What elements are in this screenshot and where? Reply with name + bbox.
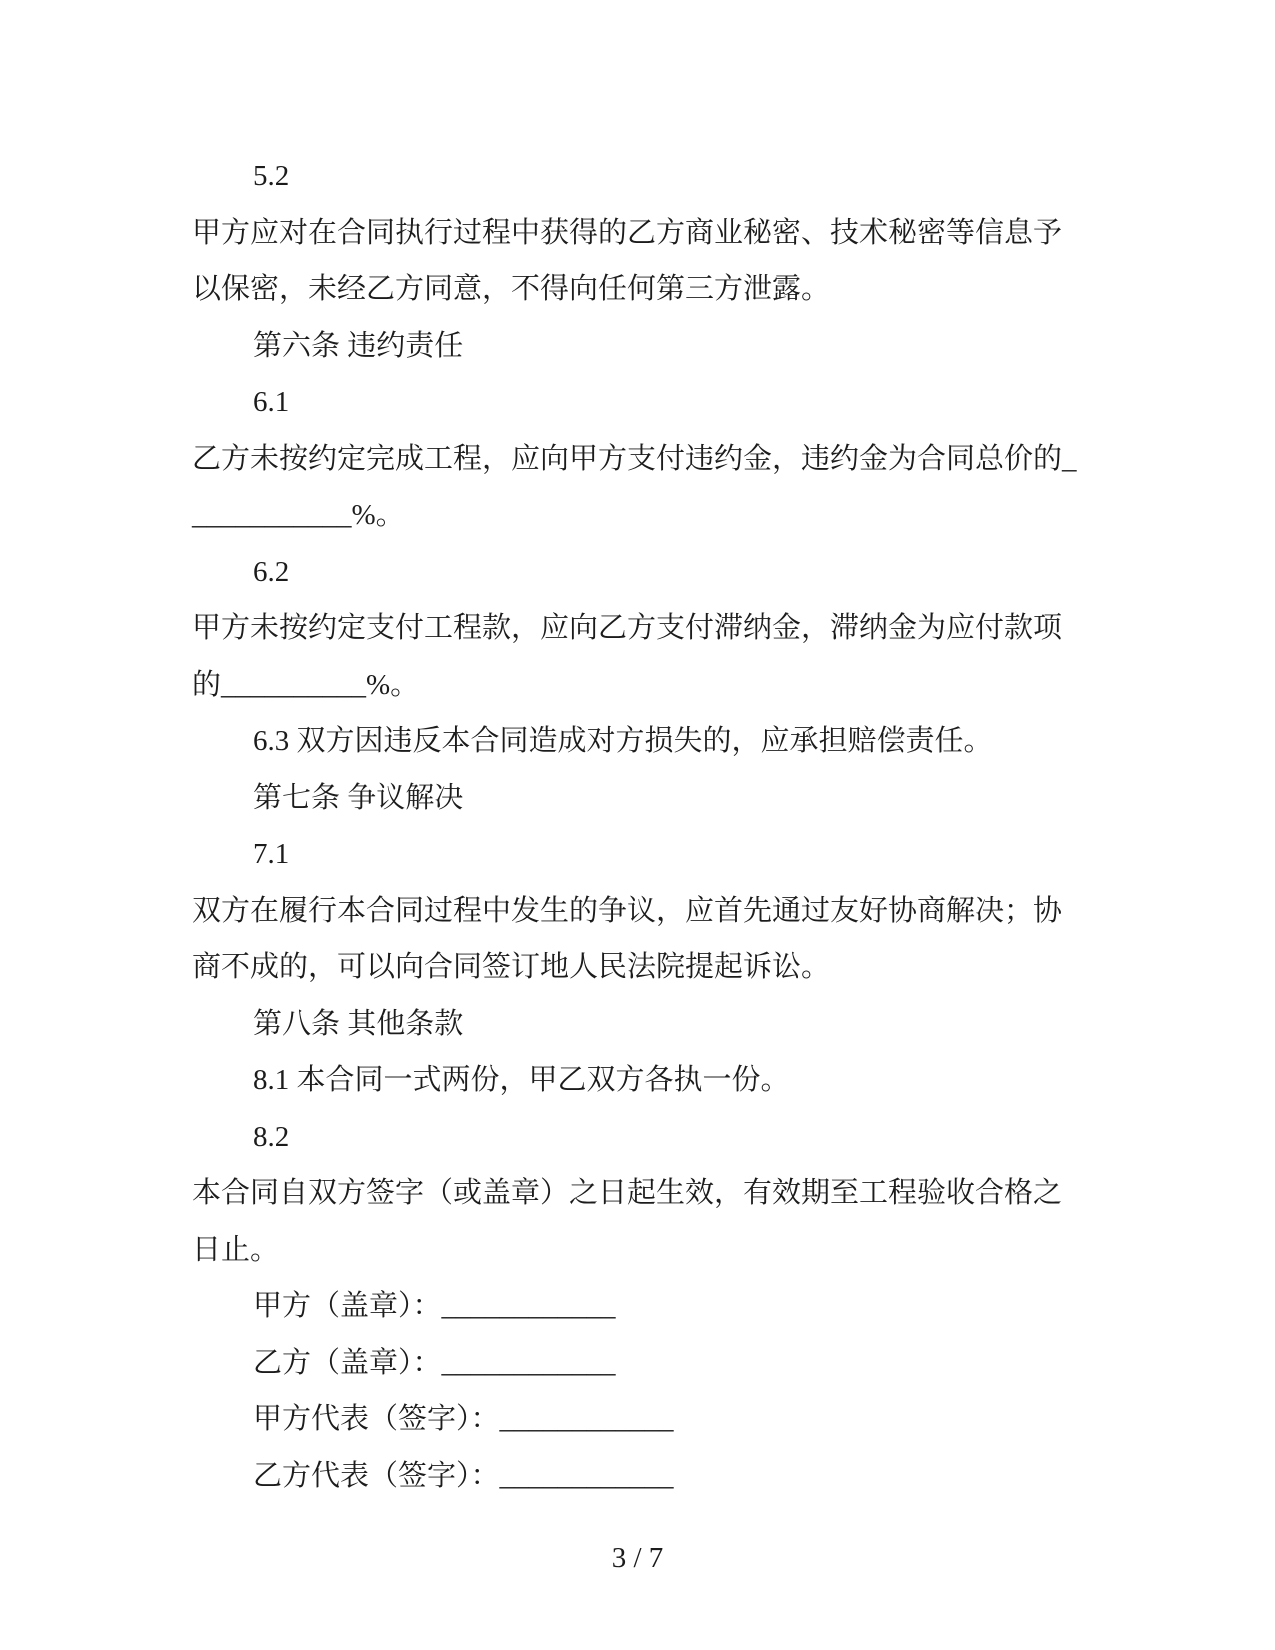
para-confidentiality-1: 甲方应对在合同执行过程中获得的乙方商业秘密、技术秘密等信息予: [192, 216, 1063, 249]
para-6-2-text-2: 的__________%。: [192, 668, 420, 701]
line-6-3: 6.3 双方因违反本合同造成对方损失的，应承担赔偿责任。: [253, 725, 993, 757]
para-6-2-text-1: 甲方未按约定支付工程款，应向乙方支付滞纳金，滞纳金为应付款项: [192, 612, 1063, 644]
page-number: 3 / 7: [611, 1542, 664, 1574]
para-confidentiality-2: 以保密，未经乙方同意，不得向任何第三方泄露。: [192, 273, 831, 305]
line-5-2: 5.2: [253, 160, 290, 192]
signature-party-b-seal: 乙方（盖章）：____________: [253, 1346, 616, 1379]
para-7-1-text-2: 商不成的，可以向合同签订地人民法院提起诉讼。: [192, 951, 831, 983]
para-7-1-text-1: 双方在履行本合同过程中发生的争议，应首先通过友好协商解决；协: [192, 894, 1063, 927]
signature-party-a-seal: 甲方（盖章）：____________: [253, 1290, 616, 1322]
para-6-1-text-1: 乙方未按约定完成工程，应向甲方支付违约金，违约金为合同总价的_: [192, 442, 1077, 475]
line-8-2: 8.2: [253, 1120, 290, 1153]
heading-clause-6: 第六条 违约责任: [253, 329, 464, 362]
heading-clause-7: 第七条 争议解决: [253, 781, 464, 814]
para-6-1-text-2: ___________%。: [192, 499, 405, 531]
line-6-1: 6.1: [253, 386, 290, 418]
line-7-1: 7.1: [253, 838, 290, 870]
para-8-2-text-1: 本合同自双方签字（或盖章）之日起生效，有效期至工程验收合格之: [192, 1177, 1063, 1209]
heading-clause-8: 第八条 其他条款: [253, 1007, 464, 1040]
line-6-2: 6.2: [253, 555, 290, 588]
signature-party-a-rep: 甲方代表（签字）：____________: [253, 1403, 674, 1435]
line-8-1: 8.1 本合同一式两份，甲乙双方各执一份。: [253, 1064, 790, 1096]
signature-party-b-rep: 乙方代表（签字）：____________: [253, 1459, 674, 1492]
contract-body: [192, 148, 1235, 1504]
para-8-2-text-2: 日止。: [192, 1233, 280, 1266]
